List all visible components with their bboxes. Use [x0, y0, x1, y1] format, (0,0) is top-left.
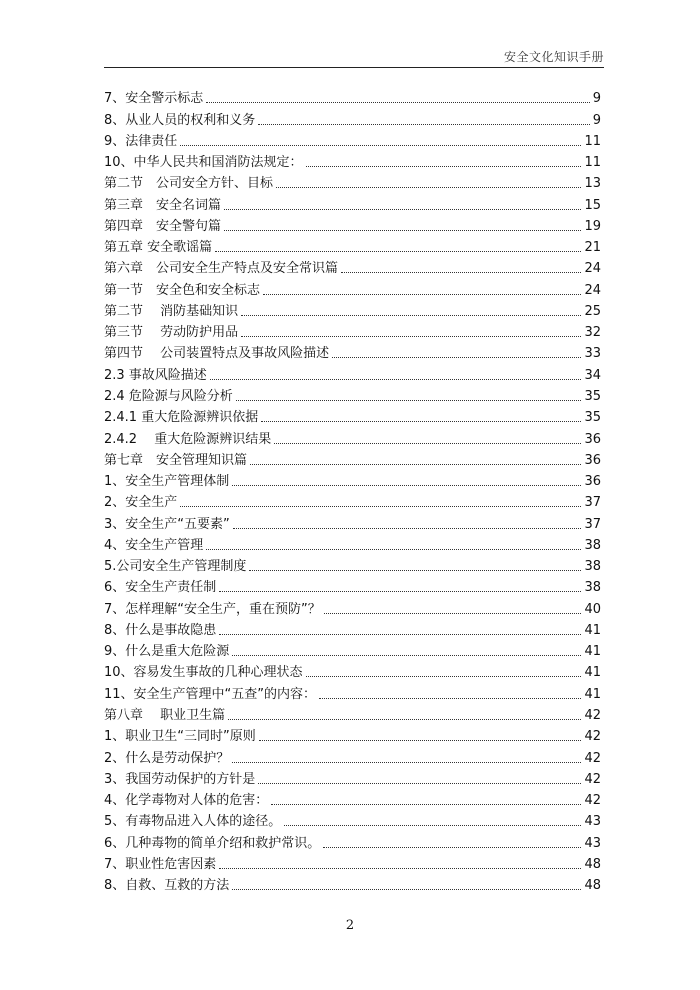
- toc-entry-page: 38: [584, 559, 601, 575]
- toc-entry[interactable]: [104, 469, 601, 490]
- toc-entry-page: 48: [584, 878, 601, 894]
- toc-dot-leader: [180, 506, 581, 507]
- toc-entry-title: 10、中华人民共和国消防法规定：: [104, 155, 303, 171]
- toc-entry-page: 35: [584, 388, 601, 404]
- toc-entry-page: 24: [584, 261, 601, 277]
- toc-entry[interactable]: [104, 341, 601, 362]
- toc-entry[interactable]: [104, 788, 601, 809]
- toc-entry-page: 43: [584, 835, 601, 851]
- toc-entry[interactable]: [104, 86, 601, 107]
- toc-entry[interactable]: [104, 618, 601, 639]
- toc-entry-page: 42: [584, 729, 601, 745]
- toc-entry-title: 8、什么是事故隐患: [104, 622, 217, 638]
- toc-entry-page: 37: [584, 495, 601, 511]
- toc-entry-title: 7、职业性危害因素: [104, 856, 217, 872]
- toc-dot-leader: [224, 230, 581, 231]
- toc-entry[interactable]: [104, 384, 601, 405]
- toc-dot-leader: [276, 187, 581, 188]
- toc-entry-page: 9: [592, 112, 601, 128]
- toc-entry[interactable]: [104, 405, 601, 426]
- toc-entry-page: 11: [584, 133, 601, 149]
- toc-entry-page: 11: [584, 155, 601, 171]
- toc-entry-title: 10、容易发生事故的几种心理状态: [104, 665, 303, 681]
- toc-entry-title: 8、自救、互救的方法: [104, 878, 230, 894]
- toc-dot-leader: [224, 209, 581, 210]
- toc-entry-title: 7、安全警示标志: [104, 91, 204, 107]
- toc-entry[interactable]: [104, 192, 601, 213]
- toc-entry[interactable]: [104, 256, 601, 277]
- toc-entry[interactable]: [104, 873, 601, 894]
- toc-entry[interactable]: [104, 767, 601, 788]
- toc-dot-leader: [332, 357, 581, 358]
- toc-entry-title: 2、安全生产: [104, 495, 178, 511]
- toc-entry-title: 3、我国劳动保护的方针是: [104, 771, 256, 787]
- toc-entry[interactable]: [104, 171, 601, 192]
- toc-dot-leader: [306, 676, 582, 677]
- toc-entry-page: 41: [584, 644, 601, 660]
- toc-entry-title: 4、化学毒物对人体的危害：: [104, 793, 269, 809]
- toc-dot-leader: [219, 591, 581, 592]
- toc-entry-title: 4、安全生产管理: [104, 537, 204, 553]
- toc-entry-page: 41: [584, 622, 601, 638]
- toc-entry[interactable]: [104, 511, 601, 532]
- toc-entry-page: 36: [584, 474, 601, 490]
- toc-entry-page: 42: [584, 771, 601, 787]
- toc-entry-page: 36: [584, 452, 601, 468]
- toc-entry-page: 37: [584, 516, 601, 532]
- toc-dot-leader: [271, 804, 581, 805]
- toc-entry-page: 9: [592, 91, 601, 107]
- toc-dot-leader: [206, 102, 589, 103]
- toc-entry-title: 第七章 安全管理知识篇: [104, 452, 248, 468]
- toc-entry[interactable]: [104, 150, 601, 171]
- toc-entry-page: 41: [584, 665, 601, 681]
- toc-entry[interactable]: [104, 107, 601, 128]
- table-of-contents: [104, 86, 601, 894]
- toc-dot-leader: [219, 868, 581, 869]
- page-number: 2: [345, 918, 355, 933]
- toc-dot-leader: [261, 421, 581, 422]
- toc-entry[interactable]: [104, 320, 601, 341]
- toc-entry-title: 9、什么是重大危险源: [104, 644, 230, 660]
- toc-dot-leader: [180, 145, 581, 146]
- toc-dot-leader: [259, 740, 582, 741]
- toc-entry-title: 2.4.2 重大危险源辨识结果: [104, 431, 272, 447]
- toc-entry-page: 21: [584, 240, 601, 256]
- toc-entry[interactable]: [104, 852, 601, 873]
- toc-dot-leader: [341, 272, 581, 273]
- toc-dot-leader: [233, 528, 582, 529]
- toc-entry-title: 第三节 劳动防护用品: [104, 325, 239, 341]
- toc-entry[interactable]: [104, 235, 601, 256]
- toc-entry-page: 13: [584, 176, 601, 192]
- toc-entry[interactable]: [104, 639, 601, 660]
- toc-entry-page: 38: [584, 580, 601, 596]
- toc-dot-leader: [232, 655, 581, 656]
- toc-entry[interactable]: [104, 129, 601, 150]
- header-rule: [104, 67, 604, 68]
- toc-entry-page: 36: [584, 431, 601, 447]
- toc-entry-page: 34: [584, 367, 601, 383]
- toc-entry-title: 6、安全生产责任制: [104, 580, 217, 596]
- toc-entry-title: 8、从业人员的权利和义务: [104, 112, 256, 128]
- toc-dot-leader: [323, 847, 581, 848]
- toc-entry[interactable]: [104, 214, 601, 235]
- toc-dot-leader: [210, 379, 582, 380]
- toc-dot-leader: [228, 719, 581, 720]
- toc-entry[interactable]: [104, 299, 601, 320]
- toc-entry-title: 第二节 消防基础知识: [104, 303, 239, 319]
- toc-entry[interactable]: [104, 703, 601, 724]
- toc-entry[interactable]: [104, 745, 601, 766]
- toc-entry[interactable]: [104, 277, 601, 298]
- toc-entry-page: 41: [584, 686, 601, 702]
- toc-dot-leader: [319, 698, 581, 699]
- toc-entry-page: 35: [584, 410, 601, 426]
- toc-entry[interactable]: [104, 809, 601, 830]
- toc-entry-title: 第一节 安全色和安全标志: [104, 282, 261, 298]
- toc-dot-leader: [232, 889, 581, 890]
- toc-entry[interactable]: [104, 660, 601, 681]
- toc-entry-title: 3、安全生产“五要素”: [104, 516, 230, 532]
- toc-entry[interactable]: [104, 554, 601, 575]
- toc-entry-title: 第八章 职业卫生篇: [104, 707, 226, 723]
- toc-entry-page: 42: [584, 793, 601, 809]
- toc-dot-leader: [250, 464, 581, 465]
- toc-entry[interactable]: [104, 426, 601, 447]
- toc-entry-title: 2.4 危险源与风险分析: [104, 388, 233, 404]
- toc-entry-title: 1、安全生产管理体制: [104, 474, 230, 490]
- toc-entry[interactable]: [104, 448, 601, 469]
- toc-entry-title: 7、怎样理解“安全生产，重在预防”？: [104, 601, 321, 617]
- toc-entry[interactable]: [104, 830, 601, 851]
- toc-entry-title: 5、有毒物品进入人体的途径。: [104, 814, 282, 830]
- toc-dot-leader: [206, 549, 581, 550]
- toc-entry[interactable]: [104, 724, 601, 745]
- toc-entry-page: 38: [584, 537, 601, 553]
- toc-entry-title: 5.公司安全生产管理制度: [104, 559, 247, 575]
- toc-entry-page: 40: [584, 601, 601, 617]
- toc-entry-page: 15: [584, 197, 601, 213]
- toc-dot-leader: [232, 485, 581, 486]
- toc-entry-title: 1、职业卫生“三同时”原则: [104, 729, 256, 745]
- toc-entry-page: 33: [584, 346, 601, 362]
- toc-entry-page: 42: [584, 707, 601, 723]
- toc-entry-page: 24: [584, 282, 601, 298]
- toc-dot-leader: [263, 294, 581, 295]
- toc-dot-leader: [219, 634, 581, 635]
- toc-dot-leader: [215, 251, 581, 252]
- toc-entry[interactable]: [104, 362, 601, 383]
- toc-entry-title: 6、几种毒物的简单介绍和救护常识。: [104, 835, 321, 851]
- toc-entry-title: 第三章 安全名词篇: [104, 197, 222, 213]
- toc-dot-leader: [241, 315, 581, 316]
- toc-entry[interactable]: [104, 575, 601, 596]
- toc-entry-title: 第四节 公司装置特点及事故风险描述: [104, 346, 330, 362]
- toc-dot-leader: [324, 613, 582, 614]
- toc-entry-page: 19: [584, 218, 601, 234]
- toc-dot-leader: [306, 166, 582, 167]
- toc-entry-page: 43: [584, 814, 601, 830]
- toc-dot-leader: [274, 443, 581, 444]
- toc-entry-title: 2.3 事故风险描述: [104, 367, 207, 383]
- toc-entry-page: 25: [584, 303, 601, 319]
- toc-entry-title: 2、什么是劳动保护？: [104, 750, 230, 766]
- toc-dot-leader: [258, 783, 581, 784]
- toc-entry-title: 第五章 安全歌谣篇: [104, 240, 213, 256]
- toc-dot-leader: [241, 336, 581, 337]
- toc-dot-leader: [258, 124, 589, 125]
- toc-dot-leader: [232, 762, 581, 763]
- header-title: 安全文化知识手册: [503, 50, 604, 64]
- toc-dot-leader: [284, 825, 581, 826]
- toc-entry[interactable]: [104, 596, 601, 617]
- toc-entry-title: 第四章 安全警句篇: [104, 218, 222, 234]
- toc-entry-title: 2.4.1 重大危险源辨识依据: [104, 410, 259, 426]
- toc-entry-page: 42: [584, 750, 601, 766]
- toc-entry[interactable]: [104, 681, 601, 702]
- toc-entry[interactable]: [104, 533, 601, 554]
- toc-entry-title: 第二节 公司安全方针、目标: [104, 176, 274, 192]
- toc-entry-page: 48: [584, 856, 601, 872]
- toc-dot-leader: [249, 570, 581, 571]
- toc-entry-title: 9、法律责任: [104, 133, 178, 149]
- toc-dot-leader: [236, 400, 582, 401]
- toc-entry-page: 32: [584, 325, 601, 341]
- toc-entry[interactable]: [104, 490, 601, 511]
- toc-entry-title: 11、安全生产管理中“五查”的内容：: [104, 686, 317, 702]
- toc-entry-title: 第六章 公司安全生产特点及安全常识篇: [104, 261, 339, 277]
